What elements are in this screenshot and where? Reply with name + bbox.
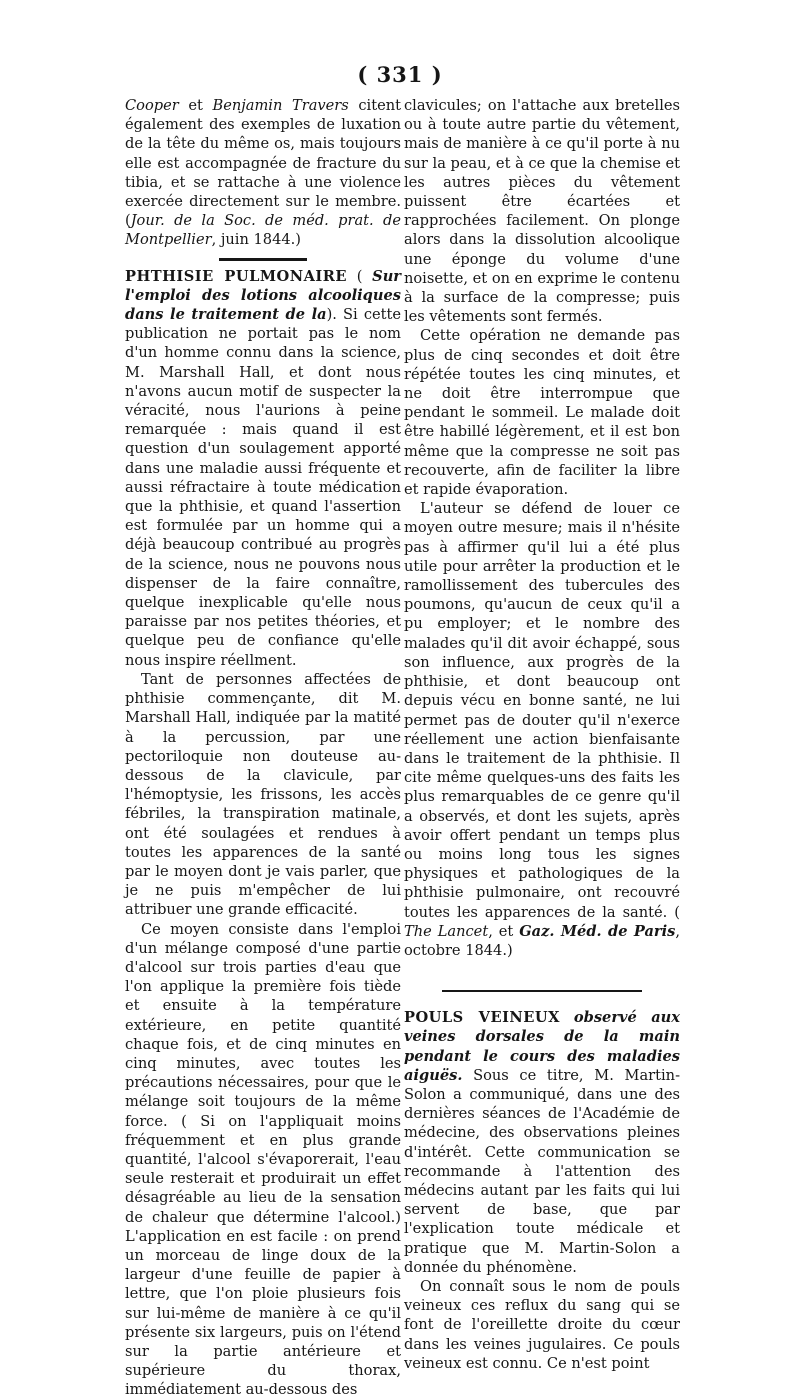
section-divider xyxy=(219,258,307,261)
paragraph-phthisie-intro: PHTHISIE PULMONAIRE ( Sur l'emploi des lotions alcooliques dans le traitement de la). Si cette publication ne portait pas le nom d'un homme connu dans la science, M. Marshall Hall, et dont nous n'avons aucun motif de suspecter la véracité, nous l'aurions à peine remarquée : mais quand il est question d'un soulagement apporté dans une maladie aussi fréquente et aussi réfractaire à toute médication que la phthisie, et quand l'assertion est formulée par un homme qui a déjà beaucoup contribué au progrès de la science, nous ne pouvons nous dispenser de la faire connaître, quelque inexplicable qu'elle nous paraisse par nos petites théories, et quelque peu de confiance qu'elle nous inspire réellment. xyxy=(125,267,402,669)
section-heading: POULS VEINEUX xyxy=(404,1009,560,1027)
page-number: ( 331 ) xyxy=(357,62,443,87)
paragraph: On connaît sous le nom de pouls veineux ces reflux du sang qui se font de l'oreillette droite du cœur dans les veines jugulaires. Ce pouls veineux est connu. Ce n'est point xyxy=(404,1277,680,1372)
section-subtitle: observé aux veines dorsales de la main pendant le cours des maladies aiguës. xyxy=(404,1009,680,1084)
paragraph: Cette opération ne demande pas plus de cinq secondes et doit être répétée toutes les cinq minutes, et ne doit être interrompue que pendant le sommeil. Le malade doit être habillé légèrement, et il est bon même que la compresse ne soit pas recouverte, afin de faciliter la libre et rapide évaporation. xyxy=(404,327,680,499)
section-subtitle: Sur l'emploi des lotions alcooliques dans le traitement de la xyxy=(125,267,401,324)
left-column xyxy=(125,96,401,1400)
right-column xyxy=(404,96,680,1373)
section-divider xyxy=(442,990,642,992)
paragraph-pouls-veineux: POULS VEINEUX observé aux veines dorsales de la main pendant le cours des maladies aiguës. Sous ce titre, M. Martin-Solon a communiqué, dans une des dernières séances de l'Académie de médecine, des observations pleines d'intérêt. Cette communication se recommande à l'attention des médecins autant par les faits qui lui servent de base, que par l'explication toute médicale et pratique que M. Martin-Solon a donnée du phénomène. xyxy=(404,1009,680,1276)
citation-source: Jour. de la Soc. de méd. prat. de Montpellier xyxy=(125,212,401,249)
paragraph-luxation: Cooper et Benjamin Travers citent également des exemples de luxation de la tête du même os, mais toujours elle est accompagnée de fracture du tibia, et se rattache à une violence exercée directement sur le membre. (Jour. de la Soc. de méd. prat. de Montpellier, juin 1844.) xyxy=(125,97,401,249)
paragraph-author-opinion: L'auteur se défend de louer ce moyen outre mesure; mais il n'hésite pas à affirmer qu'il lui a été plus utile pour arrêter la production et le ramollissement des tubercules des poumons, qu'aucun de ceux qu'il a pu employer; et le nombre des malades qu'il dit avoir échappé, sous son influence, aux progrès de la phthisie, et dont beaucoup ont depuis vécu en bonne santé, ne lui permet pas de douter qu'il n'exerce réellement une action bienfaisante dans le traitement de la phthisie. Il cite même quelques-uns des faits les plus remarquables de ce genre qu'il a observés, et dont les sujets, après avoir offert pendant un temps plus ou moins long tous les signes physiques et pathologiques de la phthisie pulmonaire, ont recouvré toutes les apparences de la santé. ( The Lancet, et Gaz. Méd. de Paris, octobre 1844.) xyxy=(404,500,681,959)
author-name: Benjamin Travers xyxy=(212,97,349,114)
paragraph: Ce moyen consiste dans l'emploi d'un mélange composé d'une partie d'alcool sur trois parties d'eau que l'on applique la première fois tiède et ensuite à la température extérieure, en petite quantité chaque fois, et de cinq minutes en cinq minutes, avec toutes les précautions nécessaires, pour que le mélange soit toujours de la même force. ( Si on l'appliquait moins fréquemment et en plus grande quantité, l'alcool s'évaporerait, l'eau seule resterait et produirait un effet désagréable au lieu de la sensation de chaleur que détermine l'alcool.) L'application en est facile : on prend un morceau de linge doux de la largeur d'une feuille de papier à lettre, que l'on ploie plusieurs fois sur lui-même de manière à ce qu'il présente six largeurs, puis on l'étend sur la partie antérieure et supérieure du thorax, immédiatement au-dessous des xyxy=(125,920,401,1399)
paragraph: clavicules; on l'attache aux bretelles ou à toute autre partie du vêtement, mais de manière à ce qu'il porte à nu sur la peau, et à ce que la chemise et les autres pièces du vêtement puissent être écartées et rapprochées facilement. On plonge alors dans la dissolution alcoolique une éponge du volume d'une noisette, et on en exprime le contenu à la surface de la compresse; puis les vêtements sont fermés. xyxy=(404,97,680,326)
citation-source: The Lancet xyxy=(404,922,489,940)
section-heading: PHTHISIE PULMONAIRE xyxy=(125,267,347,285)
paragraph: Tant de personnes affectées de phthisie commençante, dit M. Marshall Hall, indiquée par la matité à la percussion, par une pectoriloquie non douteuse au-dessous de la clavicule, par l'hémoptysie, les frissons, les accès fébriles, la transpiration matinale, ont été soulagées et rendues à toutes les apparences de la santé par le moyen dont je vais parler, que je ne puis m'empêcher de lui attribuer une grande efficacité. xyxy=(125,670,401,919)
author-name: Cooper xyxy=(125,97,179,114)
citation-source: Gaz. Méd. de Paris xyxy=(519,922,676,940)
